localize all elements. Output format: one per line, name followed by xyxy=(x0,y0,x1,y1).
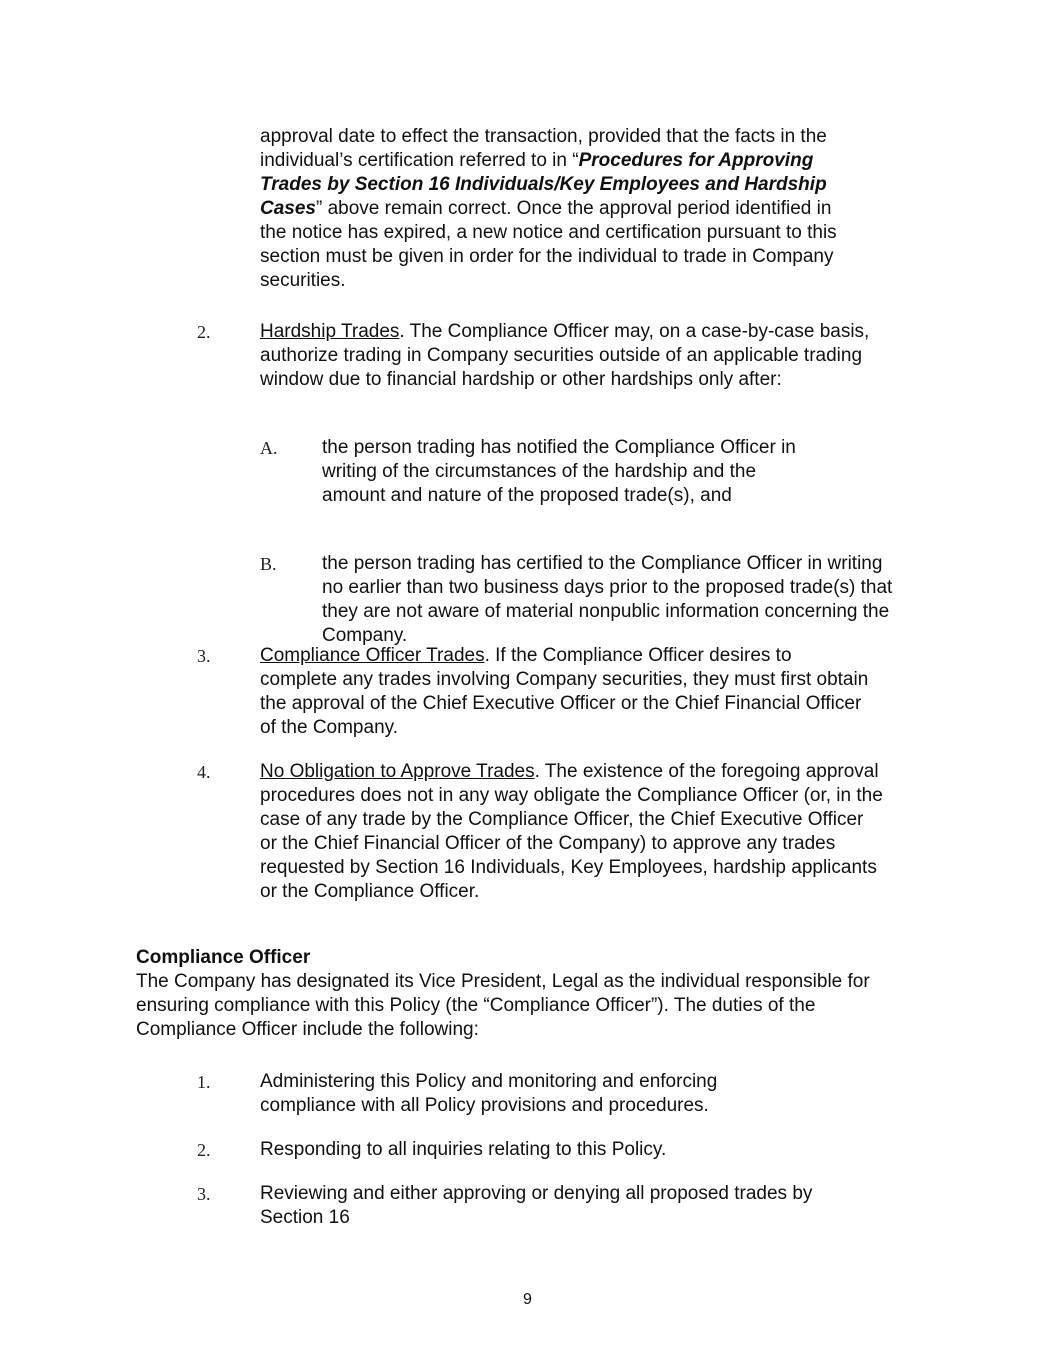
list-item-hardship-trades xyxy=(260,320,872,392)
duty-number: 2. xyxy=(197,1140,211,1160)
item-title: Compliance Officer Trades xyxy=(260,645,485,666)
item-number: 3. xyxy=(197,646,211,666)
sub-item-letter: B. xyxy=(260,554,277,574)
duty-number: 1. xyxy=(197,1072,211,1092)
duty-text: Reviewing and either approving or denying all proposed trades by Section 16 xyxy=(260,1183,813,1228)
sub-item-b xyxy=(322,552,897,648)
duty-item xyxy=(260,1070,780,1118)
item-number: 2. xyxy=(197,322,211,342)
compliance-officer-section xyxy=(136,946,871,1042)
sub-item-text: the person trading has notified the Compliance Officer in writing of the circumstances of the hardship and the amount and nature of the proposed trade(s), and xyxy=(322,437,796,506)
continuation-text-before: approval date to effect the transaction, provided that the facts in the individual’s certification referred to in “ xyxy=(260,126,827,171)
item-title: Hardship Trades xyxy=(260,321,400,342)
item-title: No Obligation to Approve Trades xyxy=(260,761,535,782)
duty-number: 3. xyxy=(197,1184,211,1204)
section-intro: The Company has designated its Vice President, Legal as the individual responsible for ensuring compliance with this Policy (the “Compliance Officer”). The duties of the Compliance Officer include the following: xyxy=(136,971,870,1040)
item-text: . The Compliance Officer may, on a case-by-case basis, authorize trading in Company securities outside of an applicable trading window due to financial hardship or other hardships only after: xyxy=(260,321,870,390)
list-item-no-obligation xyxy=(260,760,885,904)
duty-item xyxy=(260,1138,872,1162)
section-heading: Compliance Officer xyxy=(136,947,311,968)
continuation-text-after: ” above remain correct. Once the approval period identified in the notice has expired, a new notice and certification pursuant to this section must be given in order for the individual to trade in Company securities. xyxy=(260,198,837,291)
continuation-paragraph xyxy=(260,125,860,293)
item-text: . If the Compliance Officer desires to complete any trades involving Company securities, they must first obtain the approval of the Chief Executive Officer or the Chief Financial Officer of the Company. xyxy=(260,645,869,738)
continuation-emphasis: Procedures for Approving Trades by Section 16 Individuals/Key Employees and Hardship Cases xyxy=(260,150,827,219)
duty-text: Responding to all inquiries relating to this Policy. xyxy=(260,1139,667,1160)
item-text: . The existence of the foregoing approval procedures does not in any way obligate the Compliance Officer (or, in the case of any trade by the Compliance Officer, the Chief Executive Officer or the Chief Financial Officer of the Company) to approve any trades requested by Section 16 Individuals, Key Employees, hardship applicants or the Compliance Officer. xyxy=(260,761,883,902)
page-number: 9 xyxy=(523,1291,532,1308)
duty-text: Administering this Policy and monitoring and enforcing compliance with all Policy provisions and procedures. xyxy=(260,1071,718,1116)
duty-item xyxy=(260,1182,872,1230)
sub-item-text: the person trading has certified to the Compliance Officer in writing no earlier than two business days prior to the proposed trade(s) that they are not aware of material nonpublic information concerning the Company. xyxy=(322,553,893,646)
sub-item-letter: A. xyxy=(260,438,278,458)
item-number: 4. xyxy=(197,762,211,782)
sub-item-a xyxy=(322,436,822,508)
list-item-compliance-officer-trades xyxy=(260,644,872,740)
